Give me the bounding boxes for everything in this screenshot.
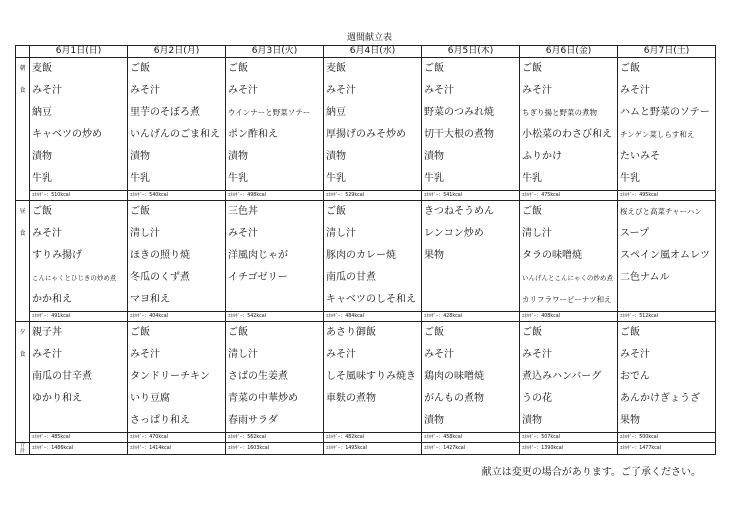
energy-value: ｴﾈﾙｷﾞｰ：404kcal bbox=[128, 311, 225, 321]
dish-item: 親子丼 bbox=[32, 327, 62, 338]
total-cell bbox=[30, 443, 128, 455]
dish-item: すりみ揚げ bbox=[32, 250, 82, 261]
menu-cell bbox=[226, 58, 324, 201]
energy-value: ｴﾈﾙｷﾞｰ：541kcal bbox=[422, 190, 519, 200]
day-header-row bbox=[16, 46, 716, 58]
total-label-char: 計 bbox=[19, 447, 25, 454]
total-energy-value: ｴﾈﾙｷﾞｰ：1414kcal bbox=[130, 446, 172, 451]
dish-item: 清し汁 bbox=[130, 228, 160, 239]
dish-item: ご飯 bbox=[130, 327, 150, 338]
energy-value: ｴﾈﾙｷﾞｰ：542kcal bbox=[226, 311, 323, 321]
total-energy-value: ｴﾈﾙｷﾞｰ：1427kcal bbox=[424, 446, 466, 451]
meal-label bbox=[16, 201, 30, 322]
meal-label-char: 朝 bbox=[19, 65, 26, 72]
dish-item: 麦飯 bbox=[32, 63, 52, 74]
day-header: 6月2日(月) bbox=[128, 46, 226, 58]
dish-item: ほきの照り焼 bbox=[130, 250, 190, 261]
dish-item: 煮込みハンバーグ bbox=[522, 371, 602, 382]
dish-item: ご飯 bbox=[228, 327, 248, 338]
total-cell bbox=[324, 443, 422, 455]
total-energy-value: ｴﾈﾙｷﾞｰ：1495kcal bbox=[326, 446, 368, 451]
menu-cell bbox=[422, 58, 520, 201]
dish-item: みそ汁 bbox=[130, 349, 160, 360]
dish-item: 果物 bbox=[424, 250, 444, 261]
menu-cell bbox=[30, 58, 128, 201]
dish-item: きつねそうめん bbox=[424, 206, 494, 217]
energy-value: ｴﾈﾙｷﾞｰ：458kcal bbox=[422, 432, 519, 442]
dish-item: 漬物 bbox=[130, 151, 150, 162]
dish-item: ご飯 bbox=[326, 206, 346, 217]
dish-item: こんにゃくとひじきの炒め煮 bbox=[32, 274, 117, 282]
dish-item: ご飯 bbox=[620, 63, 640, 74]
energy-value: ｴﾈﾙｷﾞｰ：482kcal bbox=[324, 432, 421, 442]
dish-item: 切干大根の煮物 bbox=[424, 129, 494, 140]
dish-item: タンドリーチキン bbox=[130, 371, 210, 382]
dish-item: ご飯 bbox=[424, 63, 444, 74]
dish-item: ふりかけ bbox=[522, 151, 562, 162]
dish-item: 車麩の煮物 bbox=[326, 393, 376, 404]
dish-item: みそ汁 bbox=[620, 85, 650, 96]
energy-value: ｴﾈﾙｷﾞｰ：495kcal bbox=[618, 190, 715, 200]
dish-item: ご飯 bbox=[424, 327, 444, 338]
dish-item: 牛乳 bbox=[32, 173, 52, 184]
meal-label-char: 食 bbox=[19, 230, 26, 237]
total-energy-value: ｴﾈﾙｷﾞｰ：1486kcal bbox=[32, 446, 74, 451]
dish-item: ウインナーと野菜ソテー bbox=[228, 108, 311, 117]
dish-item: みそ汁 bbox=[32, 85, 62, 96]
dish-item: 納豆 bbox=[326, 107, 346, 118]
dish-item: みそ汁 bbox=[424, 85, 454, 96]
dish-item: いんげんとこんにゃくの炒め煮 bbox=[522, 274, 613, 282]
dish-item: ご飯 bbox=[130, 206, 150, 217]
menu-cell bbox=[618, 201, 716, 322]
menu-cell bbox=[30, 322, 128, 443]
menu-cell bbox=[128, 58, 226, 201]
dish-item: 三色丼 bbox=[228, 206, 258, 217]
dish-item: キャベツの炒め bbox=[32, 129, 102, 140]
dish-item: 漬物 bbox=[326, 151, 346, 162]
total-cell bbox=[618, 443, 716, 455]
dish-item: ご飯 bbox=[130, 63, 150, 74]
dish-item: キャベツのしそ和え bbox=[326, 294, 416, 305]
dish-item: 洋風肉じゃが bbox=[228, 250, 288, 261]
dish-item: 清し汁 bbox=[326, 228, 356, 239]
energy-value: ｴﾈﾙｷﾞｰ：540kcal bbox=[128, 190, 225, 200]
total-row bbox=[16, 443, 716, 455]
change-notice: 献立は変更の場合があります。ご了承ください。 bbox=[481, 467, 701, 478]
breakfast-row bbox=[16, 58, 716, 201]
energy-value: ｴﾈﾙｷﾞｰ：529kcal bbox=[324, 190, 421, 200]
meal-label bbox=[16, 322, 30, 443]
dish-item: みそ汁 bbox=[32, 228, 62, 239]
menu-cell bbox=[520, 322, 618, 443]
dish-item: 小松菜のわさび和え bbox=[522, 129, 612, 140]
dish-item: ハムと野菜のソテー bbox=[620, 107, 710, 118]
dish-item: みそ汁 bbox=[32, 349, 62, 360]
meal-label-char: 食 bbox=[19, 87, 26, 94]
lunch-row bbox=[16, 201, 716, 322]
dish-item: みそ汁 bbox=[424, 349, 454, 360]
dish-item bbox=[324, 410, 421, 432]
energy-value: ｴﾈﾙｷﾞｰ：484kcal bbox=[324, 311, 421, 321]
dish-item: あさり御飯 bbox=[326, 327, 376, 338]
dish-item: いんげんのごま和え bbox=[130, 129, 220, 140]
dish-item: みそ汁 bbox=[326, 349, 356, 360]
dish-item: 麦飯 bbox=[326, 63, 346, 74]
dish-item: ポン酢和え bbox=[228, 129, 278, 140]
dish-item: 春雨サラダ bbox=[228, 415, 278, 426]
menu-cell bbox=[128, 201, 226, 322]
energy-value: ｴﾈﾙｷﾞｰ：500kcal bbox=[618, 432, 715, 442]
energy-value: ｴﾈﾙｷﾞｰ：408kcal bbox=[520, 311, 617, 321]
dish-item: あんかけぎょうざ bbox=[620, 393, 700, 404]
dish-item: がんもの煮物 bbox=[424, 393, 484, 404]
dish-item: みそ汁 bbox=[130, 85, 160, 96]
day-header: 6月1日(日) bbox=[30, 46, 128, 58]
energy-value: ｴﾈﾙｷﾞｰ：475kcal bbox=[520, 190, 617, 200]
dish-item: 里芋のそぼろ煮 bbox=[130, 107, 200, 118]
menu-cell bbox=[226, 201, 324, 322]
dish-item: ご飯 bbox=[522, 206, 542, 217]
dish-item bbox=[422, 267, 519, 289]
dish-item: 漬物 bbox=[424, 415, 444, 426]
menu-cell bbox=[520, 58, 618, 201]
dish-item: 牛乳 bbox=[228, 173, 248, 184]
dish-item: ゆかり和え bbox=[32, 393, 82, 404]
dish-item: みそ汁 bbox=[620, 349, 650, 360]
dish-item: 南瓜の甘辛煮 bbox=[32, 371, 92, 382]
dish-item: 果物 bbox=[620, 415, 640, 426]
energy-value: ｴﾈﾙｷﾞｰ：428kcal bbox=[422, 311, 519, 321]
dish-item: いり豆腐 bbox=[130, 393, 170, 404]
dish-item: みそ汁 bbox=[228, 228, 258, 239]
dish-item: 豚肉のカレー焼 bbox=[326, 250, 396, 261]
menu-cell bbox=[324, 322, 422, 443]
day-header: 6月5日(木) bbox=[422, 46, 520, 58]
energy-value: ｴﾈﾙｷﾞｰ：491kcal bbox=[30, 311, 127, 321]
dish-item: 南瓜の甘煮 bbox=[326, 272, 376, 283]
meal-label-char: 夕 bbox=[19, 329, 26, 336]
energy-value: ｴﾈﾙｷﾞｰ：507kcal bbox=[520, 432, 617, 442]
dish-item: スープ bbox=[620, 228, 649, 239]
page-title: 週間献立表 bbox=[346, 33, 392, 43]
menu-cell bbox=[618, 58, 716, 201]
dish-item bbox=[618, 289, 715, 311]
corner-cell bbox=[16, 46, 30, 58]
dish-item: うの花 bbox=[522, 393, 552, 404]
dish-item: みそ汁 bbox=[522, 85, 552, 96]
meal-label-char: 食 bbox=[19, 351, 26, 358]
dish-item: 納豆 bbox=[32, 107, 52, 118]
dish-item: 牛乳 bbox=[522, 173, 542, 184]
dish-item: 牛乳 bbox=[130, 173, 150, 184]
dish-item bbox=[30, 410, 127, 432]
total-cell bbox=[520, 443, 618, 455]
dish-item: 青菜の中華炒め bbox=[228, 393, 298, 404]
total-cell bbox=[226, 443, 324, 455]
total-cell bbox=[422, 443, 520, 455]
dish-item: ご飯 bbox=[522, 327, 542, 338]
total-energy-value: ｴﾈﾙｷﾞｰ：1603kcal bbox=[228, 446, 270, 451]
dish-item: しそ風味すりみ焼き bbox=[326, 371, 416, 382]
dish-item: ご飯 bbox=[228, 63, 248, 74]
energy-value: ｴﾈﾙｷﾞｰ：512kcal bbox=[618, 311, 715, 321]
total-label bbox=[16, 443, 30, 455]
menu-cell bbox=[422, 322, 520, 443]
dish-item: 厚揚げのみそ炒め bbox=[326, 129, 406, 140]
menu-cell bbox=[226, 322, 324, 443]
dish-item: ご飯 bbox=[32, 206, 52, 217]
total-cell bbox=[128, 443, 226, 455]
menu-cell bbox=[422, 201, 520, 322]
meal-label bbox=[16, 58, 30, 201]
dish-item: 牛乳 bbox=[326, 173, 346, 184]
menu-cell bbox=[324, 58, 422, 201]
dish-item: かか和え bbox=[32, 294, 72, 305]
dish-item: カリフラワーピーナツ和え bbox=[522, 295, 612, 304]
total-label-char: 合 bbox=[19, 442, 25, 448]
menu-cell bbox=[30, 201, 128, 322]
dish-item: 漬物 bbox=[228, 151, 248, 162]
dish-item: チンゲン菜しらす和え bbox=[620, 130, 695, 139]
energy-value: ｴﾈﾙｷﾞｰ：485kcal bbox=[30, 432, 127, 442]
dish-item: イチゴゼリー bbox=[228, 272, 288, 283]
dish-item: 漬物 bbox=[522, 415, 542, 426]
dish-item: みそ汁 bbox=[326, 85, 356, 96]
dish-item: 清し汁 bbox=[228, 349, 258, 360]
dish-item: さっぱり和え bbox=[130, 415, 190, 426]
total-energy-value: ｴﾈﾙｷﾞｰ：1477kcal bbox=[620, 446, 662, 451]
energy-value: ｴﾈﾙｷﾞｰ：510kcal bbox=[30, 190, 127, 200]
dish-item: 牛乳 bbox=[424, 173, 444, 184]
dish-item bbox=[422, 289, 519, 311]
dish-item: みそ汁 bbox=[522, 349, 552, 360]
dish-item: スペイン風オムレツ bbox=[620, 250, 710, 261]
dish-item: おでん bbox=[620, 371, 650, 382]
total-energy-value: ｴﾈﾙｷﾞｰ：1390kcal bbox=[522, 446, 564, 451]
day-header: 6月3日(火) bbox=[226, 46, 324, 58]
dish-item: 漬物 bbox=[424, 151, 444, 162]
dish-item: 清し汁 bbox=[522, 228, 552, 239]
dish-item: 鶏肉の味噌焼 bbox=[424, 371, 484, 382]
dish-item: マヨ和え bbox=[130, 294, 170, 305]
dish-item: 牛乳 bbox=[620, 173, 640, 184]
dish-item: ご飯 bbox=[522, 63, 542, 74]
dish-item: 冬瓜のくず煮 bbox=[130, 272, 190, 283]
dish-item: 漬物 bbox=[32, 151, 52, 162]
dish-item: たいみそ bbox=[620, 151, 660, 162]
menu-cell bbox=[324, 201, 422, 322]
day-header: 6月4日(水) bbox=[324, 46, 422, 58]
dish-item: 二色ナムル bbox=[620, 272, 670, 283]
day-header: 6月7日(土) bbox=[618, 46, 716, 58]
weekly-menu-table bbox=[15, 45, 716, 455]
menu-cell bbox=[618, 322, 716, 443]
dish-item: タラの味噌焼 bbox=[522, 250, 582, 261]
dinner-row bbox=[16, 322, 716, 443]
dish-item: ちぎり揚と野菜の煮物 bbox=[522, 108, 597, 117]
menu-cell bbox=[128, 322, 226, 443]
dish-item bbox=[226, 289, 323, 311]
menu-cell bbox=[520, 201, 618, 322]
dish-item: レンコン炒め bbox=[424, 228, 484, 239]
energy-value: ｴﾈﾙｷﾞｰ：562kcal bbox=[226, 432, 323, 442]
dish-item: 桜えびと高菜チャーハン bbox=[620, 207, 702, 216]
day-header: 6月6日(金) bbox=[520, 46, 618, 58]
energy-value: ｴﾈﾙｷﾞｰ：498kcal bbox=[226, 190, 323, 200]
dish-item: みそ汁 bbox=[228, 85, 258, 96]
dish-item: 野菜のつみれ焼 bbox=[424, 107, 494, 118]
dish-item: さばの生姜煮 bbox=[228, 371, 288, 382]
dish-item: ご飯 bbox=[620, 327, 640, 338]
energy-value: ｴﾈﾙｷﾞｰ：470kcal bbox=[128, 432, 225, 442]
meal-label-char: 昼 bbox=[19, 208, 26, 215]
